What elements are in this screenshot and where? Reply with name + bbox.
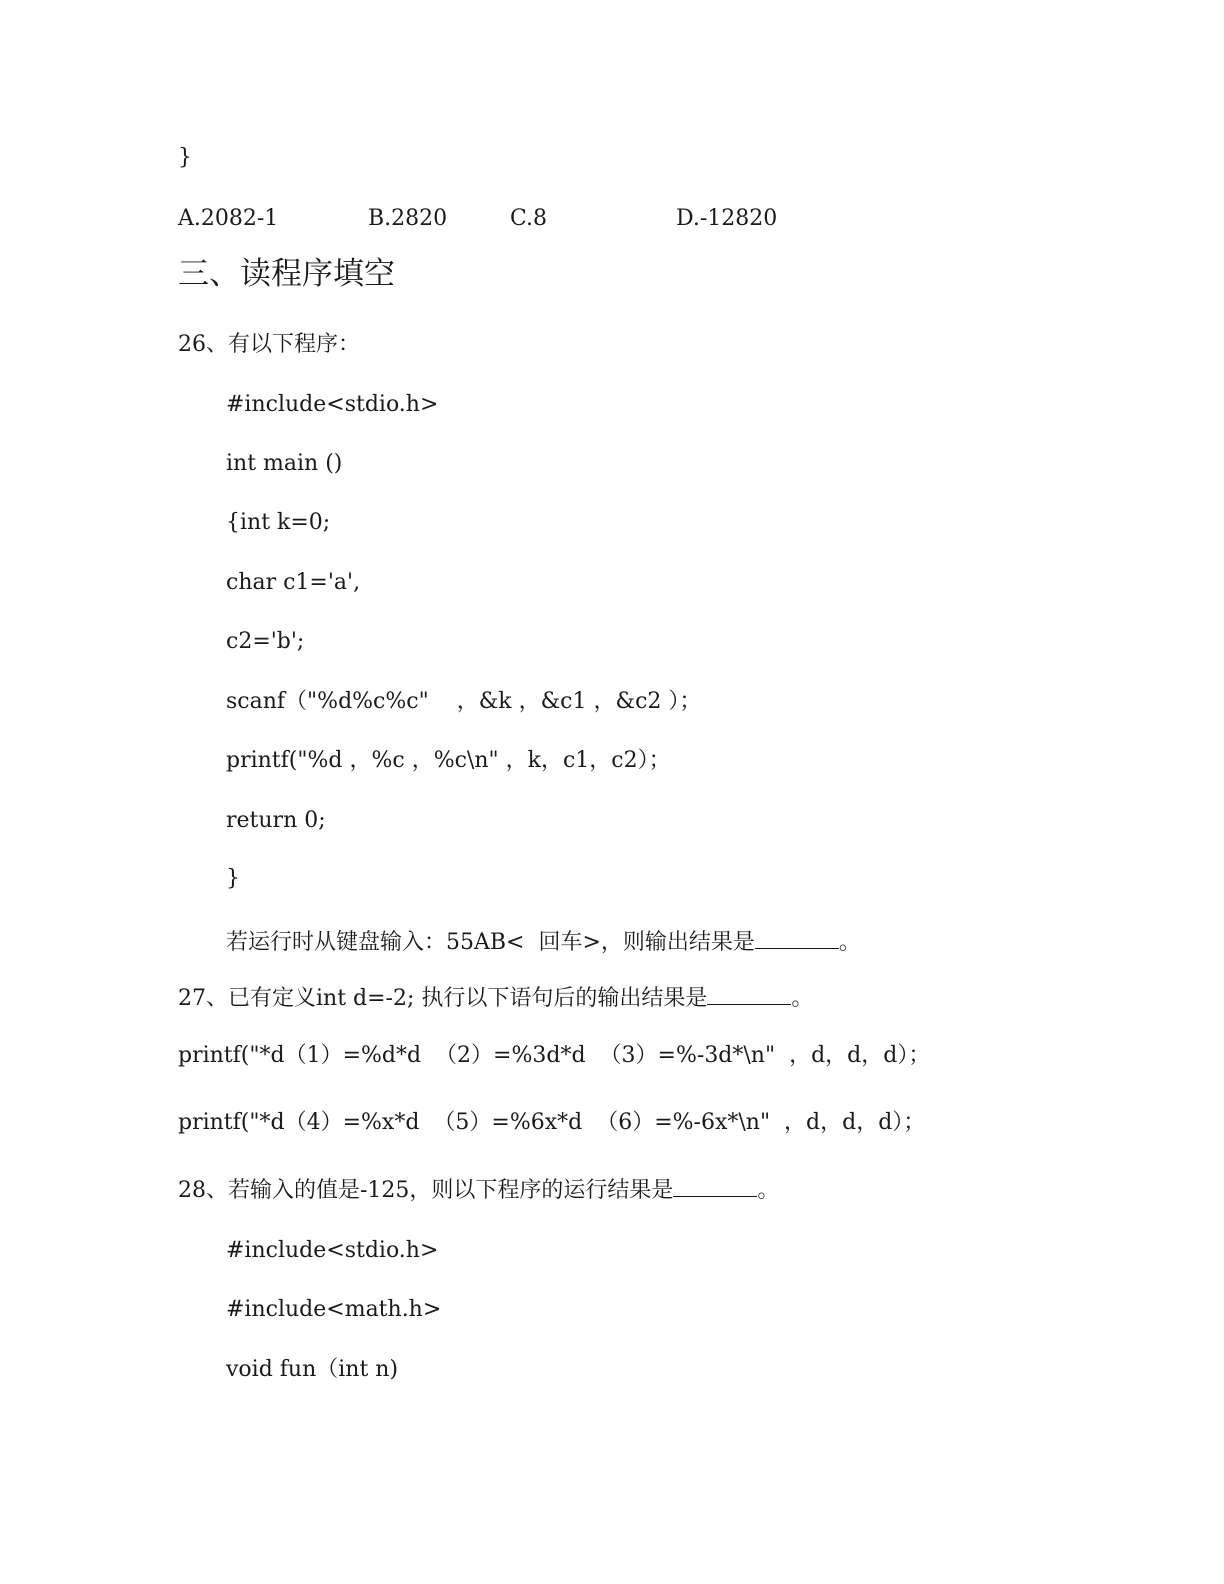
code-line: {int k=0; <box>226 510 331 535</box>
answer-blank[interactable] <box>673 1176 757 1197</box>
option-b: B.2820 <box>368 206 448 231</box>
code-line: #include<stdio.h> <box>226 1238 439 1263</box>
code-line: c2='b'; <box>226 629 305 654</box>
question-27-text-after: 。 <box>791 986 814 1011</box>
option-c: C.8 <box>510 206 548 231</box>
option-d: D.-12820 <box>676 206 778 231</box>
section-heading: 三、读程序填空 <box>178 256 395 292</box>
code-closing-brace: } <box>178 145 192 170</box>
code-line: return 0; <box>226 808 326 833</box>
question-26-text-after: 。 <box>838 930 861 955</box>
code-line: printf("*d（4）=%x*d （5）=%6x*d （6）=%-6x*\n" ，d，d，d）； <box>178 1110 926 1135</box>
code-line: printf("*d（1）=%d*d （2）=%3d*d （3）=%-3d*\n" ，d，d，d）； <box>178 1043 931 1068</box>
code-line: void fun（int n) <box>226 1357 399 1382</box>
code-line: } <box>226 866 240 891</box>
code-line: scanf（"%d%c%c" ，&k ，&c1 ，&c2 ）； <box>226 689 702 714</box>
question-26-prompt: 26、有以下程序： <box>178 332 360 357</box>
question-27-text-before: 27、已有定义int d=-2; 执行以下语句后的输出结果是 <box>178 986 708 1011</box>
question-26-text-before: 若运行时从键盘输入：55AB< 回车>，则输出结果是 <box>226 930 755 955</box>
answer-blank[interactable] <box>755 928 839 949</box>
question-28-text-after: 。 <box>757 1178 780 1203</box>
code-line: int main () <box>226 451 343 476</box>
code-line: printf("%d ，%c ，%c\n" ，k，c1，c2）； <box>226 748 671 773</box>
answer-blank[interactable] <box>707 984 791 1005</box>
question-28-prompt <box>178 1176 779 1206</box>
question-26-text <box>226 928 861 958</box>
option-a: A.2082-1 <box>178 206 279 231</box>
question-28-text-before: 28、若输入的值是-125，则以下程序的运行结果是 <box>178 1178 674 1203</box>
code-line: #include<stdio.h> <box>226 392 439 417</box>
question-27-prompt <box>178 984 813 1014</box>
code-line: #include<math.h> <box>226 1297 442 1322</box>
code-line: char c1='a', <box>226 570 361 595</box>
